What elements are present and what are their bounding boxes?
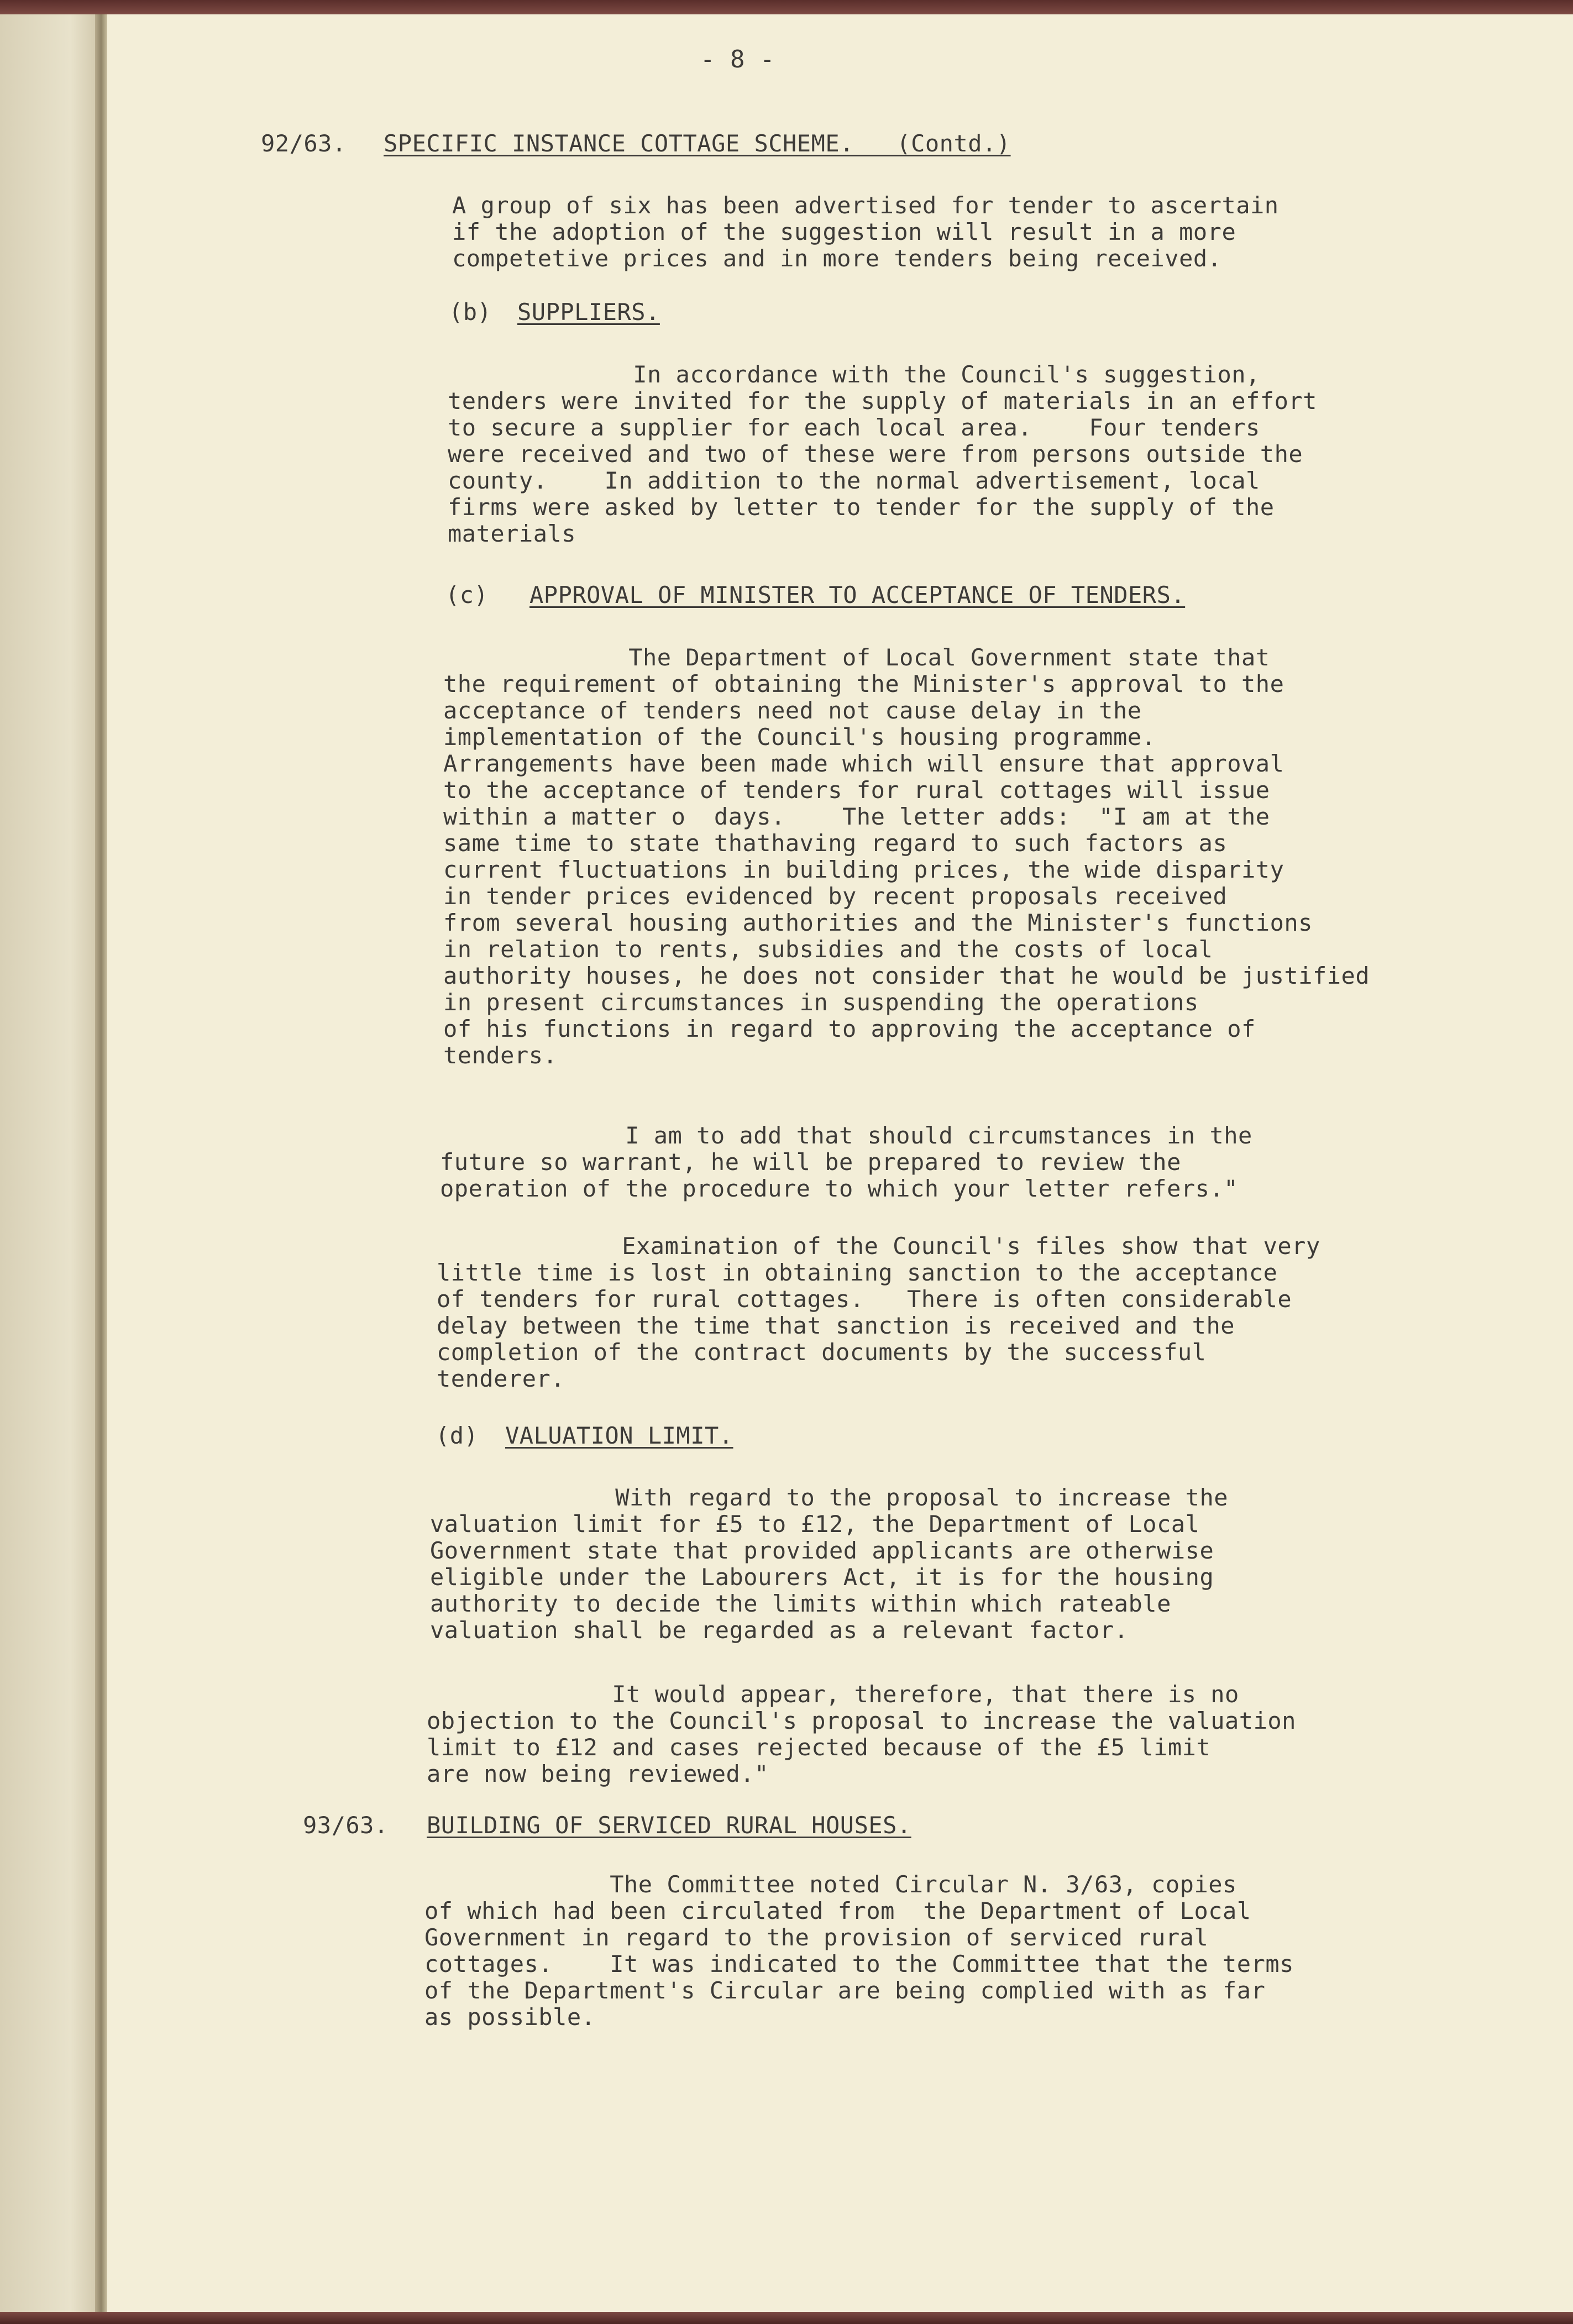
text-line: from several housing authorities and the Minister's functions (443, 909, 1313, 936)
approval-paragraph-1 (443, 644, 1370, 1069)
subsection-label-c: (c) (445, 581, 489, 608)
text-line: the requirement of obtaining the Minister's approval to the (443, 670, 1284, 697)
book-binding (95, 14, 107, 2312)
section-heading-93: BUILDING OF SERVICED RURAL HOUSES. (427, 1812, 911, 1839)
text-line: to secure a supplier for each local area. Four tenders (448, 414, 1260, 441)
text-line: if the adoption of the suggestion will result in a more (452, 218, 1236, 245)
approval-paragraph-2 (440, 1122, 1252, 1202)
text-line: competetive prices and in more tenders being received. (452, 245, 1222, 272)
text-line: of which had been circulated from the Department of Local (424, 1897, 1251, 1924)
text-line: in present circumstances in suspending the operations (443, 989, 1199, 1016)
text-line: The Committee noted Circular N. 3/63, copies (424, 1871, 1237, 1898)
text-line: I am to add that should circumstances in the (440, 1122, 1252, 1149)
text-line: acceptance of tenders need not cause delay in the (443, 697, 1142, 724)
subsection-label-d: (d) (436, 1422, 479, 1449)
text-line: Examination of the Council's files show that very (437, 1232, 1320, 1260)
valuation-paragraph-1 (430, 1484, 1228, 1644)
text-line: cottages. It was indicated to the Committee that the terms (424, 1950, 1294, 1977)
text-line: It would appear, therefore, that there is no (427, 1681, 1239, 1708)
text-line: eligible under the Labourers Act, it is for the housing (430, 1564, 1214, 1591)
text-line: completion of the contract documents by the successful (437, 1339, 1207, 1366)
book-edge-bottom (0, 2312, 1573, 2324)
text-line: delay between the time that sanction is received and the (437, 1312, 1235, 1339)
text-line: in tender prices evidenced by recent proposals received (443, 883, 1228, 910)
text-line: valuation limit for £5 to £12, the Department of Local (430, 1510, 1200, 1538)
text-line: operation of the procedure to which your letter refers." (440, 1175, 1239, 1202)
text-line: current fluctuations in building prices, the wide disparity (443, 856, 1284, 883)
text-line: valuation shall be regarded as a relevant factor. (430, 1617, 1129, 1644)
document-page (107, 14, 1573, 2312)
facing-page-edge (0, 14, 101, 2312)
text-line: tenders. (443, 1042, 558, 1069)
text-line: county. In addition to the normal advertisement, local (448, 467, 1260, 494)
subsection-heading-suppliers: SUPPLIERS. (517, 298, 660, 326)
text-line: in relation to rents, subsidies and the costs of local (443, 936, 1213, 963)
intro-paragraph (452, 192, 1279, 272)
section-heading-92: SPECIFIC INSTANCE COTTAGE SCHEME. (Contd.) (384, 130, 1011, 157)
subsection-heading-valuation: VALUATION LIMIT. (505, 1422, 733, 1449)
text-line: of his functions in regard to approving the acceptance of (443, 1015, 1256, 1042)
text-line: tenders were invited for the supply of materials in an effort (448, 387, 1317, 415)
text-line: implementation of the Council's housing programme. (443, 723, 1156, 751)
section-number-92: 92/63. (261, 130, 347, 157)
text-line: With regard to the proposal to increase the (430, 1484, 1229, 1511)
text-line: objection to the Council's proposal to increase the valuation (427, 1707, 1296, 1734)
text-line: authority houses, he does not consider that he would be justified (443, 962, 1370, 989)
subsection-label-b: (b) (449, 298, 492, 326)
text-line: tenderer. (437, 1365, 565, 1392)
subsection-heading-approval: APPROVAL OF MINISTER TO ACCEPTANCE OF TENDERS. (529, 581, 1186, 608)
text-line: The Department of Local Government state that (443, 644, 1270, 671)
book-edge-top (0, 0, 1573, 14)
section-number-93: 93/63. (303, 1812, 389, 1839)
text-line: Arrangements have been made which will ensure that approval (443, 750, 1284, 777)
valuation-paragraph-2 (427, 1681, 1296, 1787)
text-line: Government state that provided applicants are otherwise (430, 1537, 1214, 1564)
text-line: future so warrant, he will be prepared to review the (440, 1148, 1181, 1176)
approval-paragraph-3 (437, 1233, 1320, 1392)
text-line: of the Department's Circular are being complied with as far (424, 1977, 1266, 2004)
text-line: are now being reviewed." (427, 1760, 769, 1787)
text-line: Government in regard to the provision of serviced rural (424, 1924, 1209, 1951)
suppliers-paragraph (448, 361, 1317, 547)
text-line: to the acceptance of tenders for rural cottages will issue (443, 777, 1270, 804)
text-line: were received and two of these were from persons outside the (448, 440, 1303, 468)
text-line: In accordance with the Council's suggestion, (448, 361, 1260, 388)
text-line: of tenders for rural cottages. There is often considerable (437, 1286, 1292, 1313)
text-line: same time to state thathaving regard to such factors as (443, 830, 1228, 857)
page-number: - 8 - (700, 45, 775, 74)
serviced-houses-paragraph (424, 1871, 1294, 2031)
text-line: little time is lost in obtaining sanction to the acceptance (437, 1259, 1278, 1286)
text-line: limit to £12 and cases rejected because of the £5 limit (427, 1734, 1211, 1761)
text-line: within a matter o days. The letter adds: "I am at the (443, 803, 1270, 830)
text-line: A group of six has been advertised for tender to ascertain (452, 192, 1279, 219)
text-line: materials (448, 520, 576, 547)
text-line: authority to decide the limits within which rateable (430, 1590, 1171, 1617)
text-line: as possible. (424, 2003, 596, 2031)
text-line: firms were asked by letter to tender for the supply of the (448, 494, 1275, 521)
